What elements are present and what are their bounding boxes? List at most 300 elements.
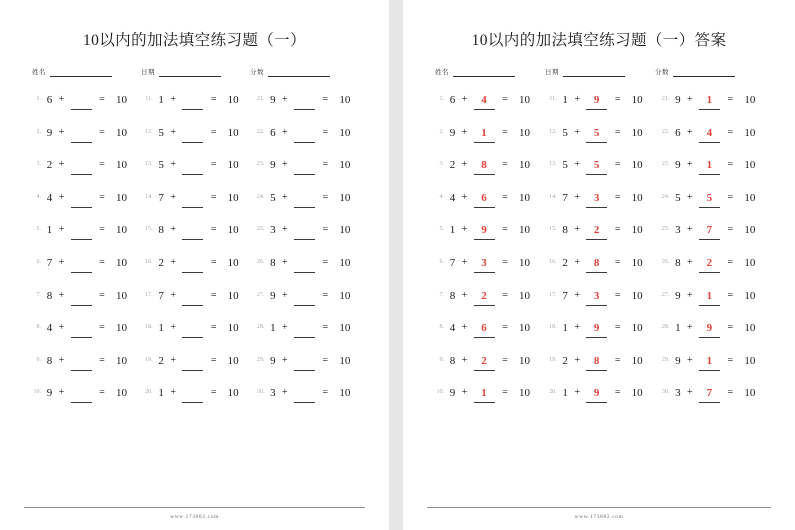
answer-rule bbox=[294, 207, 315, 208]
equation bbox=[447, 158, 530, 175]
answer-rule bbox=[182, 337, 203, 338]
problem-number: 15. bbox=[549, 226, 557, 233]
answer-blank[interactable] bbox=[584, 321, 610, 338]
answer-blank[interactable] bbox=[584, 289, 610, 306]
column-1 bbox=[431, 93, 544, 507]
answer-blank[interactable] bbox=[180, 126, 206, 143]
first-addend: 2 bbox=[562, 256, 568, 269]
problem-10 bbox=[28, 386, 140, 419]
answer-blank[interactable] bbox=[68, 354, 94, 371]
answer-blank[interactable] bbox=[291, 289, 317, 306]
problem-number: 9. bbox=[36, 356, 41, 363]
equals-sign: = bbox=[614, 289, 621, 301]
answer-rule bbox=[474, 370, 495, 371]
sum-value: 10 bbox=[744, 354, 756, 367]
equation bbox=[560, 354, 643, 371]
field-name-input[interactable] bbox=[50, 68, 112, 77]
answer-blank[interactable] bbox=[180, 354, 206, 371]
answer-blank[interactable] bbox=[68, 126, 94, 143]
equals-sign: = bbox=[210, 387, 217, 399]
equation bbox=[560, 289, 643, 306]
answer-blank[interactable] bbox=[584, 223, 610, 240]
answer-key-page bbox=[403, 0, 795, 530]
answer-value: 9 bbox=[706, 322, 713, 335]
problem-number: 17. bbox=[549, 291, 557, 298]
problem-number: 26. bbox=[256, 258, 265, 265]
problem-number: 10. bbox=[436, 389, 444, 396]
equation bbox=[447, 354, 530, 371]
sum-value: 10 bbox=[227, 256, 239, 269]
equation bbox=[672, 223, 755, 240]
first-addend: 2 bbox=[449, 159, 456, 172]
answer-blank[interactable] bbox=[696, 223, 722, 240]
sum-value: 10 bbox=[227, 322, 239, 335]
problem-23 bbox=[656, 158, 769, 191]
first-addend: 7 bbox=[449, 256, 456, 269]
equals-sign: = bbox=[210, 289, 217, 301]
equals-sign: = bbox=[502, 94, 508, 105]
answer-value: 2 bbox=[706, 256, 713, 269]
answer-rule bbox=[699, 272, 720, 273]
first-addend: 7 bbox=[562, 289, 568, 302]
problem-grid bbox=[425, 93, 773, 507]
equation bbox=[267, 93, 350, 110]
answer-blank[interactable] bbox=[584, 256, 610, 273]
page-footer bbox=[425, 507, 773, 530]
problem-4 bbox=[28, 191, 140, 224]
answer-value: 4 bbox=[706, 126, 713, 139]
answer-blank[interactable] bbox=[180, 321, 206, 338]
answer-rule bbox=[699, 402, 720, 403]
answer-blank[interactable] bbox=[696, 354, 722, 371]
field-score-input[interactable] bbox=[673, 68, 735, 77]
equals-sign: = bbox=[210, 94, 217, 105]
equation bbox=[44, 126, 127, 143]
equation bbox=[447, 256, 530, 273]
problem-number: 22. bbox=[661, 128, 670, 135]
sum-value: 10 bbox=[116, 126, 127, 139]
answer-blank[interactable] bbox=[471, 126, 497, 143]
problem-number: 25. bbox=[256, 226, 265, 233]
answer-blank[interactable] bbox=[180, 191, 206, 208]
field-name bbox=[435, 68, 545, 77]
problem-7 bbox=[28, 289, 140, 322]
problem-number: 6. bbox=[439, 258, 444, 265]
sum-value: 10 bbox=[519, 126, 530, 139]
answer-value: 1 bbox=[706, 289, 713, 302]
equals-sign: = bbox=[502, 387, 508, 399]
equation bbox=[156, 126, 239, 143]
problem-number: 24. bbox=[661, 193, 670, 200]
first-addend: 5 bbox=[270, 191, 276, 204]
equation bbox=[447, 93, 530, 110]
plus-sign: + bbox=[282, 126, 288, 138]
answer-value: 8 bbox=[481, 159, 487, 172]
plus-sign: + bbox=[461, 126, 468, 138]
answer-value: 1 bbox=[706, 159, 713, 172]
equals-sign: = bbox=[210, 126, 217, 138]
problem-number: 26. bbox=[661, 258, 670, 265]
answer-value: 3 bbox=[593, 289, 600, 302]
equation bbox=[447, 223, 530, 240]
answer-rule bbox=[182, 142, 203, 143]
answer-blank[interactable] bbox=[68, 158, 94, 175]
problem-5 bbox=[28, 223, 140, 256]
answer-blank[interactable] bbox=[180, 223, 206, 240]
answer-blank[interactable] bbox=[584, 191, 610, 208]
problem-3 bbox=[431, 158, 544, 191]
plus-sign: + bbox=[574, 126, 580, 138]
answer-blank[interactable] bbox=[291, 93, 317, 110]
problem-26 bbox=[656, 256, 769, 289]
column-2 bbox=[140, 93, 252, 507]
field-score-label: 分数 bbox=[250, 69, 264, 76]
equation bbox=[44, 158, 127, 175]
first-addend: 9 bbox=[46, 126, 53, 139]
answer-blank[interactable] bbox=[68, 289, 94, 306]
answer-rule bbox=[294, 305, 315, 306]
plus-sign: + bbox=[282, 191, 288, 203]
footer-site: www.173882.com bbox=[574, 514, 624, 520]
answer-blank[interactable] bbox=[68, 223, 94, 240]
problem-number: 8. bbox=[36, 324, 41, 331]
equation bbox=[267, 158, 350, 175]
answer-blank[interactable] bbox=[180, 256, 206, 273]
answer-rule bbox=[586, 109, 607, 110]
answer-rule bbox=[586, 402, 607, 403]
answer-blank[interactable] bbox=[471, 93, 497, 110]
equation bbox=[44, 289, 127, 306]
field-score-input[interactable] bbox=[268, 68, 330, 77]
plus-sign: + bbox=[687, 256, 693, 268]
sum-value: 10 bbox=[339, 159, 351, 172]
equals-sign: = bbox=[322, 191, 329, 203]
problem-number: 8. bbox=[439, 324, 444, 331]
answer-blank[interactable] bbox=[471, 289, 497, 306]
answer-blank[interactable] bbox=[68, 386, 94, 403]
problem-8 bbox=[28, 321, 140, 354]
equals-sign: = bbox=[502, 289, 508, 301]
equals-sign: = bbox=[322, 256, 329, 268]
answer-blank[interactable] bbox=[291, 126, 317, 143]
answer-rule bbox=[71, 272, 92, 273]
answer-blank[interactable] bbox=[696, 126, 722, 143]
answer-value: 1 bbox=[481, 126, 487, 139]
equals-sign: = bbox=[614, 191, 621, 203]
first-addend: 8 bbox=[158, 224, 164, 237]
equals-sign: = bbox=[322, 387, 329, 399]
equals-sign: = bbox=[614, 256, 621, 268]
plus-sign: + bbox=[170, 191, 176, 203]
answer-blank[interactable] bbox=[291, 256, 317, 273]
header-fields bbox=[425, 68, 773, 77]
plus-sign: + bbox=[282, 322, 288, 334]
answer-rule bbox=[699, 207, 720, 208]
problem-15 bbox=[544, 223, 657, 256]
equation bbox=[44, 93, 127, 110]
answer-value: 1 bbox=[706, 94, 713, 106]
first-addend: 4 bbox=[449, 322, 456, 335]
answer-blank[interactable] bbox=[584, 386, 610, 403]
problem-number: 14. bbox=[549, 193, 557, 200]
plus-sign: + bbox=[170, 289, 176, 301]
field-name-input[interactable] bbox=[453, 68, 515, 77]
answer-blank[interactable] bbox=[291, 354, 317, 371]
first-addend: 6 bbox=[270, 126, 276, 139]
equals-sign: = bbox=[99, 159, 105, 171]
equals-sign: = bbox=[322, 94, 329, 105]
problem-number: 29. bbox=[661, 356, 670, 363]
first-addend: 8 bbox=[449, 289, 456, 302]
equation bbox=[447, 386, 530, 403]
plus-sign: + bbox=[687, 354, 693, 366]
answer-value: 7 bbox=[706, 387, 713, 400]
first-addend: 8 bbox=[46, 289, 53, 302]
answer-blank[interactable] bbox=[696, 191, 722, 208]
answer-blank[interactable] bbox=[68, 93, 94, 110]
answer-blank[interactable] bbox=[696, 93, 722, 110]
sum-value: 10 bbox=[519, 322, 530, 335]
sum-value: 10 bbox=[519, 354, 530, 367]
answer-rule bbox=[474, 402, 495, 403]
answer-blank[interactable] bbox=[471, 354, 497, 371]
problem-14 bbox=[140, 191, 252, 224]
equation bbox=[44, 354, 127, 371]
problem-number: 18. bbox=[549, 324, 557, 331]
equals-sign: = bbox=[727, 256, 734, 268]
answer-value: 6 bbox=[481, 191, 487, 204]
equals-sign: = bbox=[99, 256, 105, 268]
answer-blank[interactable] bbox=[696, 289, 722, 306]
answer-rule bbox=[71, 239, 92, 240]
equals-sign: = bbox=[727, 322, 734, 334]
field-date-input[interactable] bbox=[563, 68, 625, 77]
answer-blank[interactable] bbox=[584, 126, 610, 143]
answer-rule bbox=[71, 207, 92, 208]
equals-sign: = bbox=[99, 224, 105, 236]
answer-rule bbox=[182, 239, 203, 240]
equals-sign: = bbox=[727, 191, 734, 203]
equation bbox=[267, 191, 350, 208]
problem-number: 17. bbox=[145, 291, 153, 298]
answer-rule bbox=[71, 109, 92, 110]
answer-value: 2 bbox=[481, 354, 487, 367]
equation bbox=[447, 191, 530, 208]
answer-blank[interactable] bbox=[471, 223, 497, 240]
answer-blank[interactable] bbox=[696, 386, 722, 403]
equals-sign: = bbox=[210, 191, 217, 203]
plus-sign: + bbox=[58, 354, 65, 366]
answer-rule bbox=[294, 402, 315, 403]
field-date-input[interactable] bbox=[159, 68, 221, 77]
page-title: 10以内的加法填空练习题（一）答案 bbox=[471, 32, 727, 49]
answer-blank[interactable] bbox=[584, 354, 610, 371]
answer-blank[interactable] bbox=[180, 158, 206, 175]
first-addend: 9 bbox=[449, 387, 456, 400]
first-addend: 3 bbox=[270, 224, 276, 237]
problem-number: 25. bbox=[661, 226, 670, 233]
sum-value: 10 bbox=[744, 159, 756, 172]
plus-sign: + bbox=[687, 322, 693, 334]
answer-blank[interactable] bbox=[180, 386, 206, 403]
first-addend: 1 bbox=[270, 322, 276, 335]
answer-rule bbox=[71, 142, 92, 143]
answer-blank[interactable] bbox=[291, 386, 317, 403]
answer-rule bbox=[586, 370, 607, 371]
answer-rule bbox=[586, 142, 607, 143]
equals-sign: = bbox=[322, 322, 329, 334]
answer-value: 1 bbox=[706, 354, 713, 367]
answer-blank[interactable] bbox=[291, 158, 317, 175]
answer-blank[interactable] bbox=[696, 256, 722, 273]
plus-sign: + bbox=[282, 94, 288, 105]
problem-grid bbox=[22, 93, 367, 507]
problem-number: 16. bbox=[549, 258, 557, 265]
sum-value: 10 bbox=[227, 94, 239, 106]
answer-value: 9 bbox=[593, 387, 600, 400]
sum-value: 10 bbox=[339, 387, 351, 400]
column-3 bbox=[251, 93, 363, 507]
answer-rule bbox=[182, 370, 203, 371]
first-addend: 1 bbox=[158, 387, 164, 400]
field-date bbox=[545, 68, 655, 77]
first-addend: 8 bbox=[46, 354, 53, 367]
sum-value: 10 bbox=[744, 322, 756, 335]
first-addend: 2 bbox=[158, 354, 164, 367]
answer-blank[interactable] bbox=[68, 191, 94, 208]
problem-number: 11. bbox=[549, 96, 557, 102]
answer-rule bbox=[294, 109, 315, 110]
plus-sign: + bbox=[574, 354, 580, 366]
problem-number: 16. bbox=[145, 258, 153, 265]
plus-sign: + bbox=[461, 159, 468, 171]
sum-value: 10 bbox=[227, 387, 239, 400]
problem-27 bbox=[251, 289, 363, 322]
first-addend: 9 bbox=[270, 354, 276, 367]
first-addend: 4 bbox=[449, 191, 456, 204]
plus-sign: + bbox=[282, 224, 288, 236]
equation bbox=[44, 191, 127, 208]
problem-13 bbox=[544, 158, 657, 191]
answer-blank[interactable] bbox=[180, 289, 206, 306]
equals-sign: = bbox=[210, 256, 217, 268]
equals-sign: = bbox=[322, 159, 329, 171]
answer-blank[interactable] bbox=[696, 321, 722, 338]
answer-blank[interactable] bbox=[291, 223, 317, 240]
problem-number: 6. bbox=[36, 258, 41, 265]
problem-number: 10. bbox=[33, 389, 41, 396]
first-addend: 5 bbox=[675, 191, 681, 204]
plus-sign: + bbox=[170, 126, 176, 138]
answer-blank[interactable] bbox=[471, 256, 497, 273]
sum-value: 10 bbox=[116, 387, 127, 400]
plus-sign: + bbox=[461, 387, 468, 399]
sum-value: 10 bbox=[631, 387, 643, 400]
first-addend: 1 bbox=[562, 322, 568, 335]
sum-value: 10 bbox=[227, 126, 239, 139]
answer-blank[interactable] bbox=[291, 321, 317, 338]
problem-8 bbox=[431, 321, 544, 354]
equals-sign: = bbox=[727, 224, 734, 236]
answer-blank[interactable] bbox=[180, 93, 206, 110]
answer-value: 5 bbox=[706, 191, 713, 204]
answer-rule bbox=[182, 174, 203, 175]
equals-sign: = bbox=[322, 354, 329, 366]
equals-sign: = bbox=[614, 224, 621, 236]
problem-25 bbox=[656, 223, 769, 256]
problem-20 bbox=[544, 386, 657, 419]
sum-value: 10 bbox=[116, 224, 127, 237]
equals-sign: = bbox=[502, 322, 508, 334]
answer-blank[interactable] bbox=[471, 158, 497, 175]
answer-blank[interactable] bbox=[471, 191, 497, 208]
answer-value: 8 bbox=[593, 354, 600, 367]
answer-blank[interactable] bbox=[471, 321, 497, 338]
problem-10 bbox=[431, 386, 544, 419]
equation bbox=[267, 354, 350, 371]
problem-number: 3. bbox=[439, 161, 444, 168]
problem-number: 27. bbox=[661, 291, 670, 298]
equals-sign: = bbox=[502, 256, 508, 268]
first-addend: 2 bbox=[46, 159, 53, 172]
problem-27 bbox=[656, 289, 769, 322]
answer-rule bbox=[586, 305, 607, 306]
answer-blank[interactable] bbox=[584, 93, 610, 110]
first-addend: 1 bbox=[46, 224, 53, 237]
sum-value: 10 bbox=[631, 159, 643, 172]
answer-blank[interactable] bbox=[471, 386, 497, 403]
problem-number: 28. bbox=[256, 324, 265, 331]
equation bbox=[156, 289, 239, 306]
sum-value: 10 bbox=[744, 289, 756, 302]
answer-blank[interactable] bbox=[584, 158, 610, 175]
plus-sign: + bbox=[574, 256, 580, 268]
equals-sign: = bbox=[322, 126, 329, 138]
sum-value: 10 bbox=[744, 387, 756, 400]
plus-sign: + bbox=[461, 191, 468, 203]
column-2 bbox=[544, 93, 657, 507]
sum-value: 10 bbox=[631, 224, 643, 237]
sum-value: 10 bbox=[116, 159, 127, 172]
answer-blank[interactable] bbox=[696, 158, 722, 175]
equation bbox=[560, 93, 643, 110]
answer-value: 2 bbox=[593, 224, 600, 237]
page-title: 10以内的加法填空练习题（一） bbox=[82, 32, 306, 49]
page-footer bbox=[22, 507, 367, 530]
equation bbox=[672, 256, 755, 273]
worksheet-page bbox=[0, 0, 389, 530]
answer-blank[interactable] bbox=[68, 256, 94, 273]
problem-29 bbox=[251, 354, 363, 387]
problem-number: 4. bbox=[36, 193, 41, 200]
sum-value: 10 bbox=[519, 256, 530, 269]
equals-sign: = bbox=[99, 354, 105, 366]
problem-number: 7. bbox=[36, 291, 41, 298]
answer-blank[interactable] bbox=[68, 321, 94, 338]
answer-rule bbox=[474, 272, 495, 273]
problem-15 bbox=[140, 223, 252, 256]
first-addend: 9 bbox=[675, 159, 681, 172]
answer-rule bbox=[474, 239, 495, 240]
equation bbox=[447, 289, 530, 306]
answer-blank[interactable] bbox=[291, 191, 317, 208]
problem-21 bbox=[251, 93, 363, 126]
problem-number: 18. bbox=[145, 324, 153, 331]
problem-28 bbox=[656, 321, 769, 354]
problem-24 bbox=[656, 191, 769, 224]
problem-6 bbox=[431, 256, 544, 289]
first-addend: 9 bbox=[46, 387, 53, 400]
